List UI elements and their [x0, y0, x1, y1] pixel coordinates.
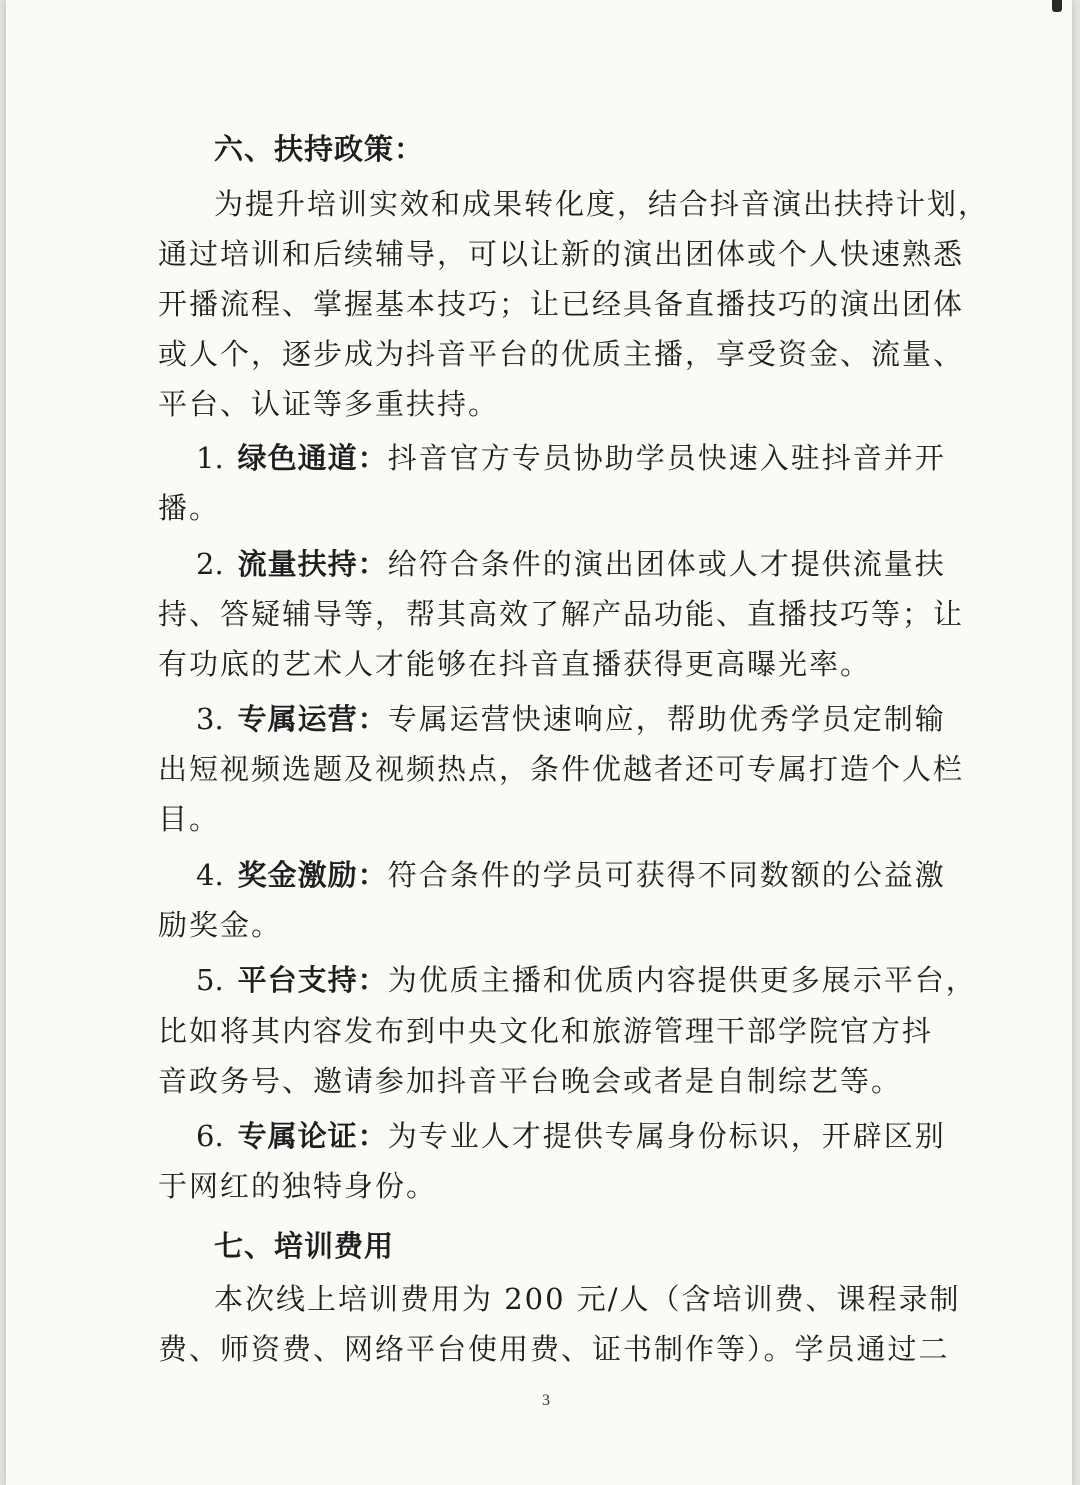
list-item-text: 为优质主播和优质内容提供更多展示平台，: [387, 963, 977, 997]
paragraph-line: 费、师资费、网络平台使用费、证书制作等）。学员通过二: [158, 1332, 950, 1366]
list-item-number: 2.: [196, 547, 224, 581]
paragraph-line: 或人个，逐步成为抖音平台的优质主播，享受资金、流量、: [158, 337, 965, 371]
section-6-heading: 六、扶持政策：: [214, 132, 425, 166]
paragraph-line: 于网红的独特身份。: [158, 1169, 438, 1203]
paragraph-line: 有功底的艺术人才能够在抖音直播获得更高曝光率。: [158, 647, 872, 681]
paragraph-line: 本次线上培训费用为 200 元/人（含培训费、课程录制: [214, 1282, 961, 1316]
list-item-3: [196, 702, 946, 736]
list-item-text: 给符合条件的演出团体或人才提供流量扶: [387, 547, 946, 581]
document-page: [6, 0, 1072, 1485]
list-item-2: [196, 547, 946, 581]
list-item-term: 流量扶持：: [237, 547, 388, 581]
list-item-6: [196, 1119, 946, 1153]
list-item-term: 奖金激励：: [237, 858, 388, 892]
paragraph-line: 比如将其内容发布到中央文化和旅游管理干部学院官方抖: [158, 1014, 934, 1048]
scan-edge-mark: [1052, 0, 1062, 12]
list-item-number: 3.: [196, 702, 224, 736]
list-item-text: 符合条件的学员可获得不同数额的公益激: [387, 858, 946, 892]
paragraph-line: 持、答疑辅导等，帮其高效了解产品功能、直播技巧等；让: [158, 597, 965, 631]
paragraph-line: 通过培训和后续辅导，可以让新的演出团体或个人快速熟悉: [158, 237, 965, 271]
list-item-term: 专属论证：: [237, 1119, 388, 1153]
list-item-1: [196, 441, 946, 475]
paragraph-line: 为提升培训实效和成果转化度，结合抖音演出扶持计划，: [214, 187, 990, 221]
paragraph-line: 开播流程、掌握基本技巧；让已经具备直播技巧的演出团体: [158, 287, 965, 321]
list-item-text: 为专业人才提供专属身份标识，开辟区别: [387, 1119, 946, 1153]
paragraph-line: 励奖金。: [158, 908, 283, 942]
list-item-term: 专属运营：: [237, 702, 388, 736]
list-item-term: 平台支持：: [237, 963, 388, 997]
list-item-text: 专属运营快速响应，帮助优秀学员定制输: [387, 702, 946, 736]
paragraph-line: 出短视频选题及视频热点，条件优越者还可专属打造个人栏: [158, 752, 965, 786]
list-item-term: 绿色通道：: [237, 441, 388, 475]
list-item-4: [196, 858, 946, 892]
paragraph-line: 平台、认证等多重扶持。: [158, 387, 500, 421]
section-7-heading: 七、培训费用: [214, 1229, 395, 1263]
list-item-number: 6.: [196, 1119, 224, 1153]
list-item-number: 1.: [196, 441, 224, 475]
list-item-number: 4.: [196, 858, 224, 892]
paragraph-line: 播。: [158, 491, 221, 525]
list-item-5: [196, 963, 977, 997]
list-item-number: 5.: [196, 963, 224, 997]
page-number: 3: [542, 1392, 550, 1409]
paragraph-line: 音政务号、邀请参加抖音平台晚会或者是自制综艺等。: [158, 1064, 903, 1098]
paragraph-line: 目。: [158, 802, 221, 836]
list-item-text: 抖音官方专员协助学员快速入驻抖音并开: [387, 441, 946, 475]
